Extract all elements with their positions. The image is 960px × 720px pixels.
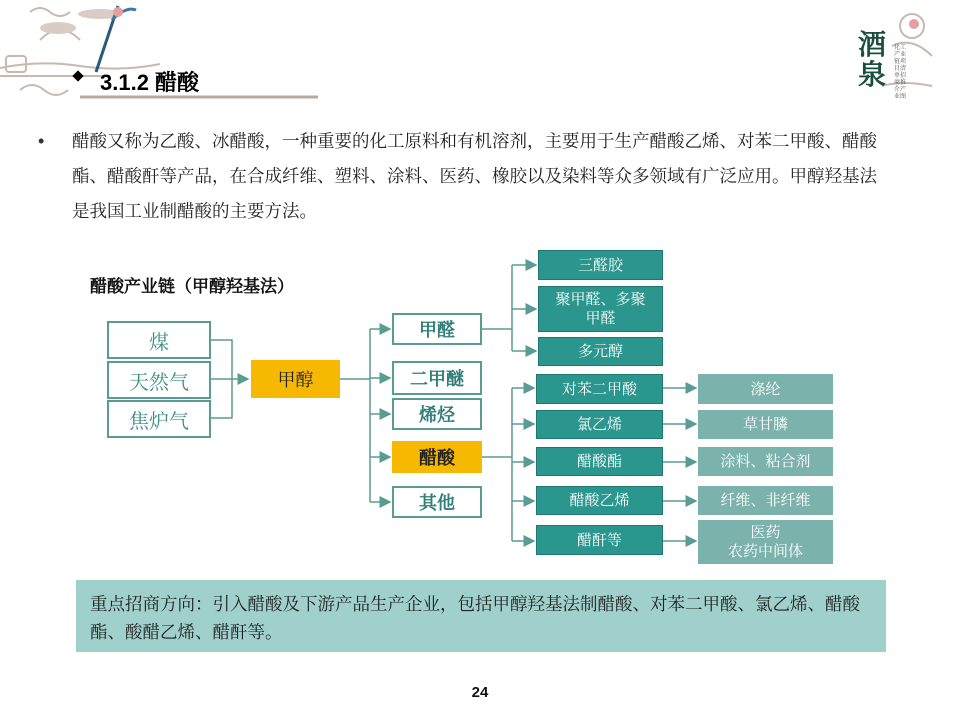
application-item: 医药 农药中间体 [698,520,833,564]
investment-note: 重点招商方向：引入醋酸及下游产品生产企业，包括甲醇羟基法制醋酸、对苯二甲酸、氯乙烯、醋酸酯、酸醋乙烯、醋酐等。 [76,580,886,652]
brand-logo-subtitle: 化工产业链项目清单招商推介产业图 [894,44,907,100]
product-dme: 二甲醚 [392,361,482,395]
brand-logo: 酒泉 [857,28,886,91]
acetic-downstream-item: 醋酐等 [536,525,663,555]
chain-title: 醋酸产业链（甲醇羟基法） [90,277,294,296]
source-natural-gas: 天然气 [107,361,211,399]
application-item: 涂料、粘合剂 [698,447,833,476]
formaldehyde-downstream-item: 聚甲醛、多聚甲醛 [538,286,663,332]
intro-paragraph: 醋酸又称为乙酸、冰醋酸，一种重要的化工原料和有机溶剂，主要用于生产醋酸乙烯、对苯二甲酸、醋酸酯、醋酸酐等产品，在合成纤维、塑料、涂料、医药、橡胶以及染料等众多领域有广泛应用。甲醇羟基法是我国工业制醋酸的主要方法。 [72,131,877,221]
page-title: 3.1.2 醋酸 [100,70,200,95]
source-coal: 煤 [107,321,211,359]
bullet-icon: • [38,131,45,151]
formaldehyde-downstream-item: 三醛胶 [538,250,663,280]
product-acetic-acid: 醋酸 [392,441,482,473]
acetic-downstream-item: 对苯二甲酸 [536,374,663,404]
application-item: 草甘膦 [698,410,833,439]
acetic-downstream-item: 氯乙烯 [536,410,663,439]
source-coke-oven-gas: 焦炉气 [107,400,211,438]
product-other: 其他 [392,486,482,518]
product-formaldehyde: 甲醛 [392,313,482,345]
formaldehyde-downstream-item: 多元醇 [538,337,663,366]
product-olefins: 烯烃 [392,398,482,430]
acetic-downstream-item: 醋酸酯 [536,447,663,476]
acetic-downstream-item: 醋酸乙烯 [536,486,663,515]
page-number: 24 [471,684,489,701]
application-item: 纤维、非纤维 [698,486,833,515]
application-item: 涤纶 [698,374,833,404]
methanol-node: 甲醇 [251,360,340,398]
